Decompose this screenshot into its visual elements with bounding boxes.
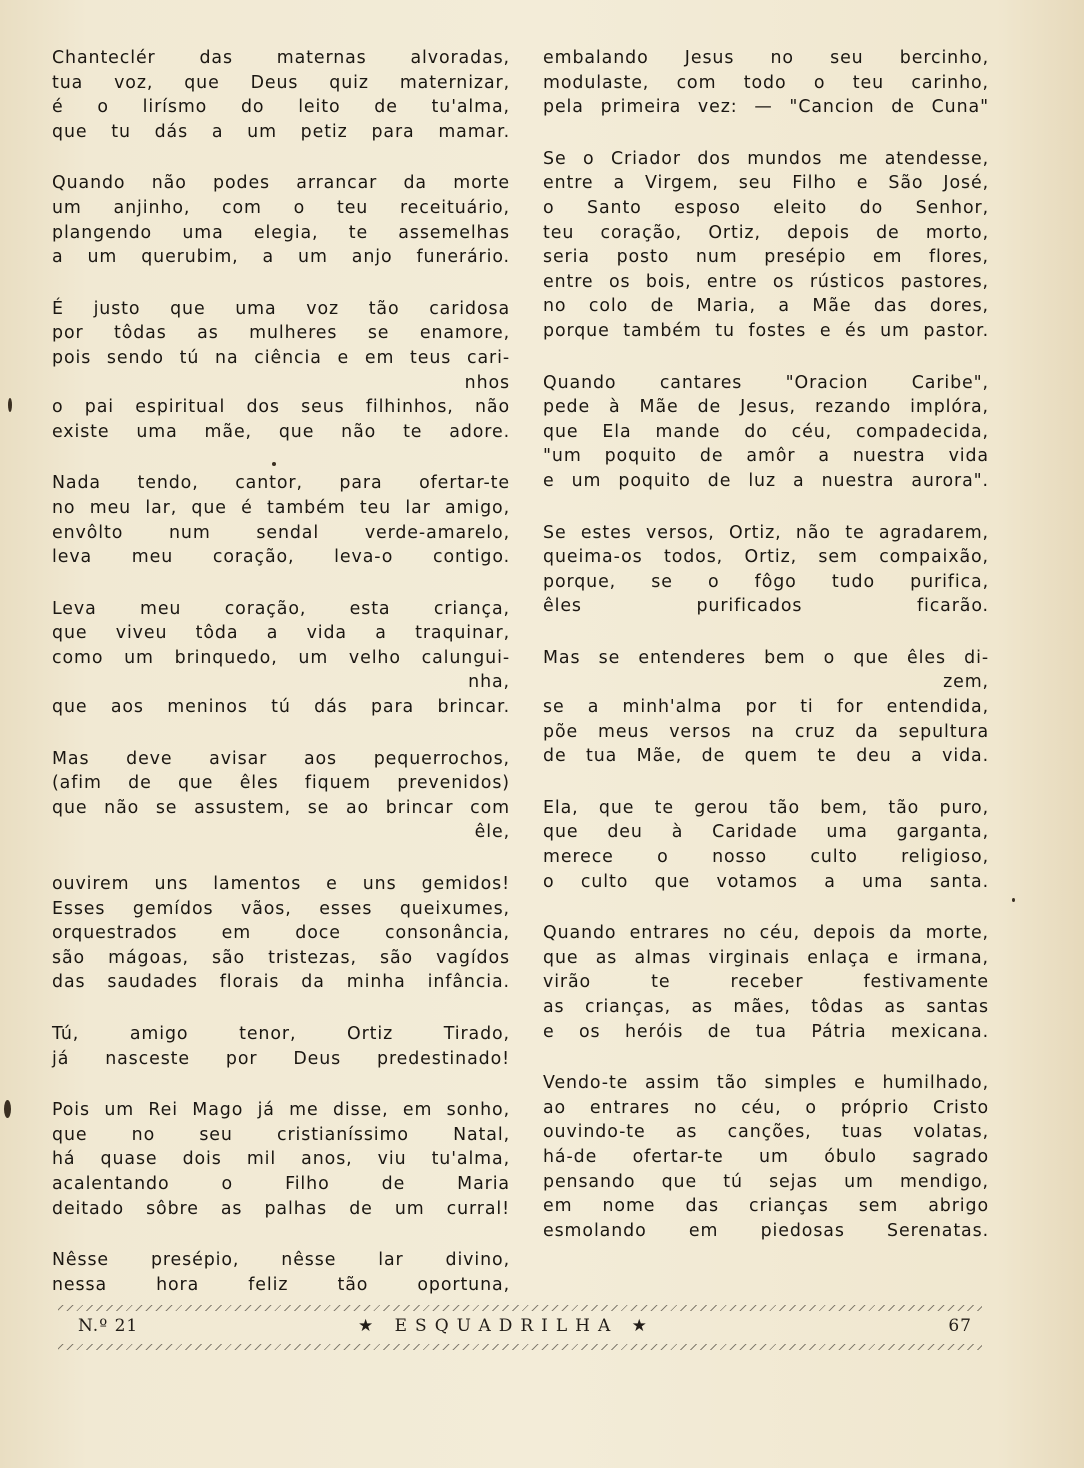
- verse-line: Tú, amigo tenor, Ortiz Tirado,: [52, 1024, 510, 1044]
- paper-speck: [1012, 898, 1015, 902]
- verse-line-continuation: nha,: [468, 672, 510, 693]
- paper-speck: [272, 462, 276, 466]
- verse-line: como um brinquedo, um velho calungui-: [52, 647, 510, 668]
- stanza: [52, 1098, 510, 1221]
- verse-line: seria posto num presépio em flores,: [543, 247, 989, 268]
- verse-line: por tôdas as mulheres se enamore,: [52, 323, 510, 344]
- verse-line: das saudades florais da minha infância.: [52, 972, 510, 993]
- wavy-divider-top: [58, 1305, 982, 1311]
- verse-line: Se o Criador dos mundos me atendesse,: [543, 148, 989, 169]
- verse-line-continuation: êle,: [474, 822, 510, 843]
- stanza: [543, 147, 989, 344]
- verse-line: existe uma mãe, que não te adore.: [52, 421, 510, 442]
- verse-line: é o lirísmo do leito de tu'alma,: [52, 97, 510, 118]
- verse-line: Quando cantares "Oracion Caribe",: [543, 372, 989, 393]
- stanza: [52, 1248, 510, 1297]
- verse-line: modulaste, com todo o teu carinho,: [543, 72, 989, 93]
- stanza: [52, 872, 510, 995]
- stanza: [543, 921, 989, 1044]
- verse-line: que viveu tôda a vida a traquinar,: [52, 623, 510, 644]
- verse-line: teu coração, Ortiz, depois de morto,: [543, 222, 989, 243]
- verse-line: de tua Mãe, de quem te deu a vida.: [543, 746, 989, 767]
- page-number: 67: [948, 1316, 972, 1336]
- stanza: [52, 297, 510, 445]
- stanza: [543, 646, 989, 769]
- verse-line: porque, se o fôgo tudo purifica,: [543, 571, 989, 592]
- stanza: [52, 1022, 510, 1071]
- verse-line: no colo de Maria, a Mãe das dores,: [543, 296, 989, 317]
- verse-line: Nada tendo, cantor, para ofertar-te: [52, 473, 510, 494]
- verse-line: entre a Virgem, seu Filho e São José,: [543, 173, 989, 194]
- verse-line: porque também tu fostes e és um pastor.: [543, 320, 989, 341]
- poem-column-left: [52, 46, 510, 1324]
- verse-line: Se estes versos, Ortiz, não te agradarem,: [543, 522, 989, 543]
- verse-line: Mas deve avisar aos pequerrochos,: [52, 748, 510, 769]
- verse-line: Pois um Rei Mago já me disse, em sonho,: [52, 1100, 510, 1121]
- stanza: [543, 46, 989, 120]
- verse-line: acalentando o Filho de Maria: [52, 1173, 510, 1194]
- verse-line: envôlto num sendal verde-amarelo,: [52, 522, 510, 543]
- verse-line: Esses gemídos vãos, esses queixumes,: [52, 898, 510, 919]
- issue-number: N.º 21: [78, 1316, 139, 1336]
- stanza: [543, 371, 989, 494]
- verse-line: ouvindo-te as canções, tuas volatas,: [543, 1122, 989, 1143]
- verse-line: que não se assustem, se ao brincar com: [52, 797, 510, 818]
- verse-line: queima-os todos, Ortiz, sem compaixão,: [543, 547, 989, 568]
- verse-line: e os heróis de tua Pátria mexicana.: [543, 1021, 989, 1042]
- stanza: [543, 1071, 989, 1243]
- verse-line: esmolando em piedosas Serenatas.: [543, 1220, 989, 1241]
- verse-line: Mas se entenderes bem o que êles di-: [543, 647, 989, 668]
- stanza: [543, 521, 989, 619]
- verse-line: virão te receber festivamente: [543, 972, 989, 993]
- verse-line: embalando Jesus no seu bercinho,: [543, 48, 989, 68]
- stanza: [52, 46, 510, 144]
- stanza: [543, 796, 989, 894]
- verse-line: põe meus versos na cruz da sepultura: [543, 721, 989, 742]
- verse-line: (afim de que êles fiquem prevenidos): [52, 773, 510, 794]
- paper-speck: [4, 1100, 11, 1118]
- verse-line: pensando que tú sejas um mendigo,: [543, 1171, 989, 1192]
- verse-line: merece o nosso culto religioso,: [543, 847, 989, 868]
- verse-line: e um poquito de luz a nuestra aurora".: [543, 470, 989, 491]
- verse-line: Vendo-te assim tão simples e humilhado,: [543, 1073, 989, 1094]
- verse-line: Quando entrares no céu, depois da morte,: [543, 923, 989, 944]
- verse-line: um anjinho, com o teu receituário,: [52, 197, 510, 218]
- verse-line: É justo que uma voz tão caridosa: [52, 298, 510, 319]
- verse-line: orquestrados em doce consonância,: [52, 923, 510, 944]
- verse-line: plangendo uma elegia, te assemelhas: [52, 222, 510, 243]
- verse-line: êles purificados ficarão.: [543, 596, 989, 617]
- verse-line: o pai espiritual dos seus filhinhos, não: [52, 397, 510, 418]
- verse-line-continuation: nhos: [464, 372, 510, 393]
- verse-line: o Santo esposo eleito do Senhor,: [543, 197, 989, 218]
- verse-line: tua voz, que Deus quiz maternizar,: [52, 72, 510, 93]
- verse-line: há quase dois mil anos, viu tu'alma,: [52, 1149, 510, 1170]
- page-footer: [78, 1316, 972, 1340]
- stanza: [52, 747, 510, 845]
- verse-line: Quando não podes arrancar da morte: [52, 173, 510, 194]
- verse-line: pois sendo tú na ciência e em teus cari-: [52, 347, 510, 368]
- verse-line: há-de ofertar-te um óbulo sagrado: [543, 1146, 989, 1167]
- verse-line: as crianças, as mães, tôdas as santas: [543, 997, 989, 1017]
- poem-column-right: [543, 46, 989, 1270]
- verse-line: Leva meu coração, esta criança,: [52, 598, 510, 619]
- verse-line: no meu lar, que é também teu lar amigo,: [52, 497, 510, 518]
- verse-line: se a minh'alma por ti for entendida,: [543, 697, 989, 718]
- verse-line-continuation: zem,: [943, 672, 989, 693]
- verse-line: leva meu coração, leva-o contigo.: [52, 547, 510, 568]
- verse-line: a um querubim, a um anjo funerário.: [52, 247, 510, 268]
- verse-line: que tu dás a um petiz para mamar.: [52, 121, 510, 142]
- publication-title: ★ ESQUADRILHA ★: [358, 1316, 655, 1336]
- verse-line: Ela, que te gerou tão bem, tão puro,: [543, 797, 989, 818]
- verse-line: entre os bois, entre os rústicos pastores,: [543, 271, 989, 292]
- verse-line: já nasceste por Deus predestinado!: [52, 1048, 510, 1069]
- verse-line: pela primeira vez: — "Cancion de Cuna": [543, 97, 989, 118]
- verse-line: pede à Mãe de Jesus, rezando implóra,: [543, 397, 989, 418]
- wavy-divider-bottom: [58, 1344, 982, 1350]
- stanza: [52, 597, 510, 720]
- verse-line: deitado sôbre as palhas de um curral!: [52, 1198, 510, 1219]
- verse-line: "um poquito de amôr a nuestra vida: [543, 446, 989, 467]
- verse-line: ouvirem uns lamentos e uns gemidos!: [52, 874, 510, 895]
- verse-line: que deu à Caridade uma garganta,: [543, 822, 989, 843]
- verse-line: Nêsse presépio, nêsse lar divino,: [52, 1250, 510, 1271]
- verse-line: que Ela mande do céu, compadecida,: [543, 421, 989, 442]
- paper-speck: [8, 398, 12, 412]
- stanza: [52, 171, 510, 269]
- verse-line: ao entrares no céu, o próprio Cristo: [543, 1097, 989, 1118]
- verse-line: nessa hora feliz tão oportuna,: [52, 1274, 510, 1295]
- verse-line: que as almas virginais enlaça e irmana,: [543, 947, 989, 968]
- verse-line: são mágoas, são tristezas, são vagídos: [52, 947, 510, 968]
- verse-line: o culto que votamos a uma santa.: [543, 871, 989, 892]
- verse-line: que aos meninos tú dás para brincar.: [52, 697, 510, 718]
- verse-line: que no seu cristianíssimo Natal,: [52, 1124, 510, 1145]
- verse-line: em nome das crianças sem abrigo: [543, 1196, 989, 1217]
- verse-line: Chanteclér das maternas alvoradas,: [52, 48, 510, 68]
- stanza: [52, 471, 510, 569]
